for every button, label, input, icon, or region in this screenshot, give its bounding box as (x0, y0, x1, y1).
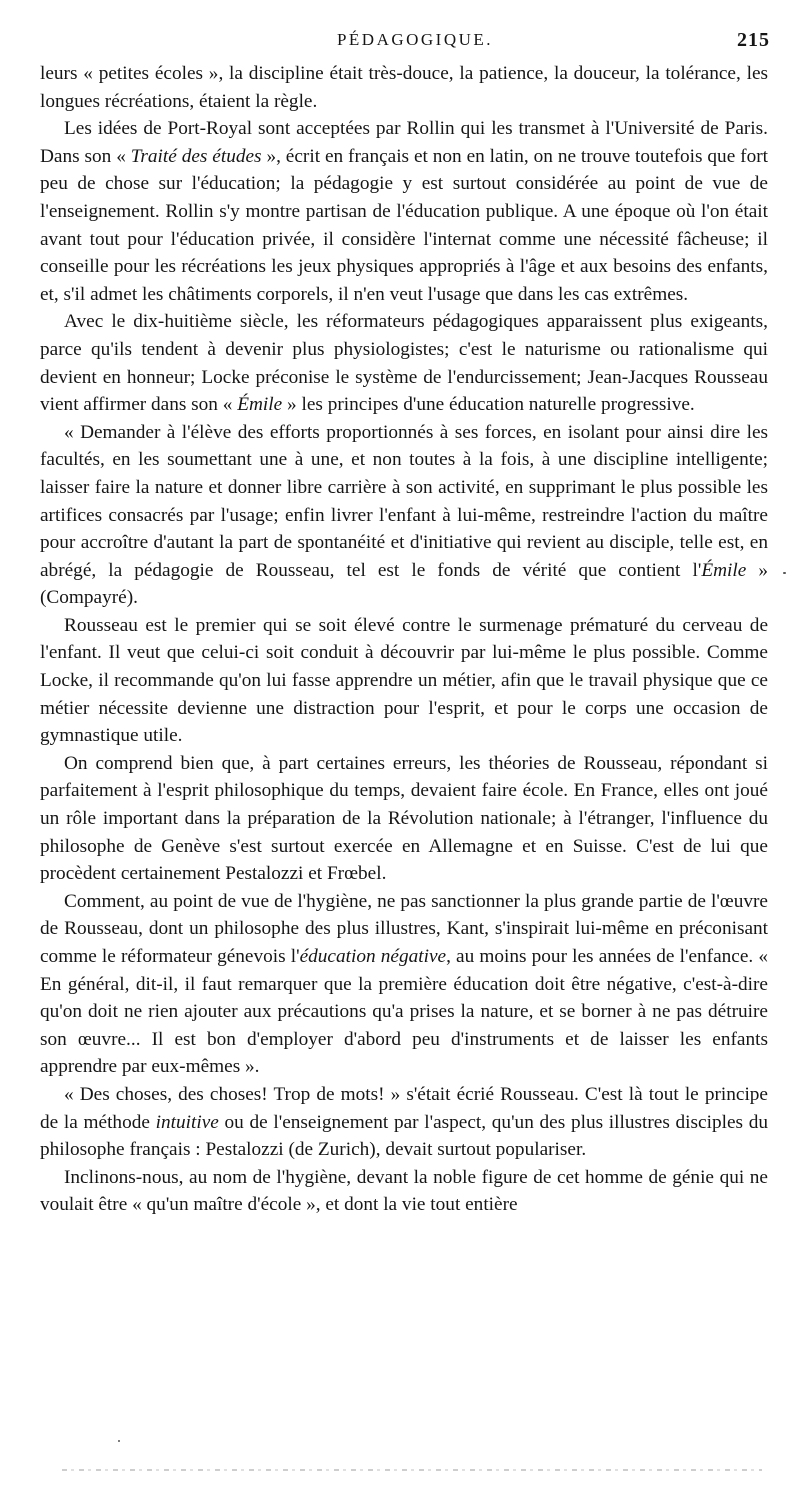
text-run: leurs « petites écoles », la discipline était très-douce, la patience, la douceur, la tolérance, les longues récréations, étaient la règle. (40, 63, 768, 112)
page-header (40, 30, 770, 60)
paragraph (40, 1164, 768, 1219)
paragraph (40, 1081, 768, 1164)
paragraph (40, 419, 768, 612)
text-run: Comment, au point de vue de l'hygiène, ne pas sanctionner la plus grande partie de l'œuvre de Rousseau, dont un philosophe des plus illustres, Kant, s'inspirait lui-même en préconisant comme le réformateur génevois l' (40, 890, 768, 967)
bleed-through-line (62, 1469, 762, 1471)
text-run: Rousseau est le premier qui se soit élevé contre le surmenage prématuré du cerveau de l'enfant. Il veut que celui-ci soit conduit à découvrir par lui-même le plus possible. Comme Locke, il recommande qu'on lui fasse apprendre un métier, afin que le travail physique que ce métier nécessite devienne une distraction pour l'esprit, et pour le corps une occasion de gymnastique utile. (40, 614, 768, 747)
text-run: » les principes d'une éducation naturelle progressive. (282, 394, 695, 416)
text-run: « Demander à l'élève des efforts proportionnés à ses forces, en isolant pour ainsi dire les facultés, en les soumettant une à une, et non toutes à la fois, à une discipline intelligente; laisser faire la nature et donner libre carrière à son activité, en supprimant le plus possible les artifices consacrés par l'usage; enfin livrer l'enfant à lui-même, restreindre l'action du maître pour accroître d'autant la part de spontanéité et d'initiative qui revient au disciple, telle est, en abrégé, la pédagogie de Rousseau, tel est le fonds de vérité que contient l' (40, 421, 768, 581)
text-run: On comprend bien que, à part certaines erreurs, les théories de Rousseau, répondant si parfaitement à l'esprit philosophique du temps, devaient faire école. En France, elles ont joué un rôle important dans la préparation de la Révolution nationale; à l'étranger, l'influence du philosophe de Genève s'est surtout exercée en Allemagne et en Suisse. C'est de lui que procèdent certainement Pestalozzi et Frœbel. (40, 752, 768, 885)
paragraph (40, 888, 768, 1081)
italic-text: Émile (701, 559, 747, 581)
text-run: » (Compayré). (40, 559, 768, 609)
text-run: Les idées de Port-Royal sont acceptées par Rollin qui les transmet à l'Université de Paris. Dans son « (40, 118, 768, 167)
italic-text: Émile (237, 394, 283, 416)
text-run: « Des choses, des choses! Trop de mots! » s'était écrié Rousseau. C'est là tout le principe de la méthode (40, 1083, 768, 1133)
text-run: Avec le dix-huitième siècle, les réformateurs pédagogiques apparaissent plus exigeants, parce qu'ils tendent à devenir plus physiologistes; c'est le naturisme ou rationalisme qui devient en honneur; Locke préconise le système de l'endurcissement; Jean-Jacques Rousseau vient affirmer dans son « (40, 311, 768, 416)
page-number: 215 (737, 29, 770, 51)
ink-speck (118, 1440, 120, 1442)
italic-text: éducation négative (299, 946, 447, 967)
paragraph (40, 115, 768, 308)
ink-speck (783, 572, 786, 574)
paragraph (40, 612, 768, 750)
italic-text: Traité des études (130, 145, 262, 167)
text-run: », écrit en français et non en latin, on ne trouve toutefois que fort peu de chose sur l'éducation; la pédagogie y est surtout considérée au point de vue de l'enseignement. Rollin s'y montre partisan de l'éducation publique. A une époque où l'on était avant tout pour l'éducation privée, il considère l'internat comme une nécessité fâcheuse; il conseille pour les récréations les jeux physiques appropriés à l'âge et aux besoins des enfants, et, s'il admet les châtiments corporels, il n'en veut l'usage que dans les cas extrêmes. (40, 145, 768, 305)
running-title: PÉDAGOGIQUE. (336, 30, 494, 49)
text-run: , au moins pour les années de l'enfance. « En général, dit-il, il faut remarquer que la première éducation doit être négative, c'est-à-dire qu'on doit ne rien ajouter aux précautions qu'a prises la nature, et se borner à ne pas détruire son œuvre... Il est bon d'employer d'abord peu d'instruments et de laisser les enfants apprendre par eux-mêmes ». (40, 946, 768, 1078)
text-run: Inclinons-nous, au nom de l'hygiène, devant la noble figure de cet homme de génie qui ne voulait être « qu'un maître d'école », et dont la vie tout entière (40, 1166, 768, 1216)
paragraph (40, 750, 768, 888)
italic-text: intuitive (155, 1111, 219, 1133)
paragraph (40, 308, 768, 418)
text-run: ou de l'enseignement par l'aspect, qu'un des plus illustres disciples du philosophe français : Pestalozzi (de Zurich), devait surtout populariser. (40, 1111, 769, 1161)
paragraph (40, 60, 768, 115)
body-text (40, 60, 768, 1219)
